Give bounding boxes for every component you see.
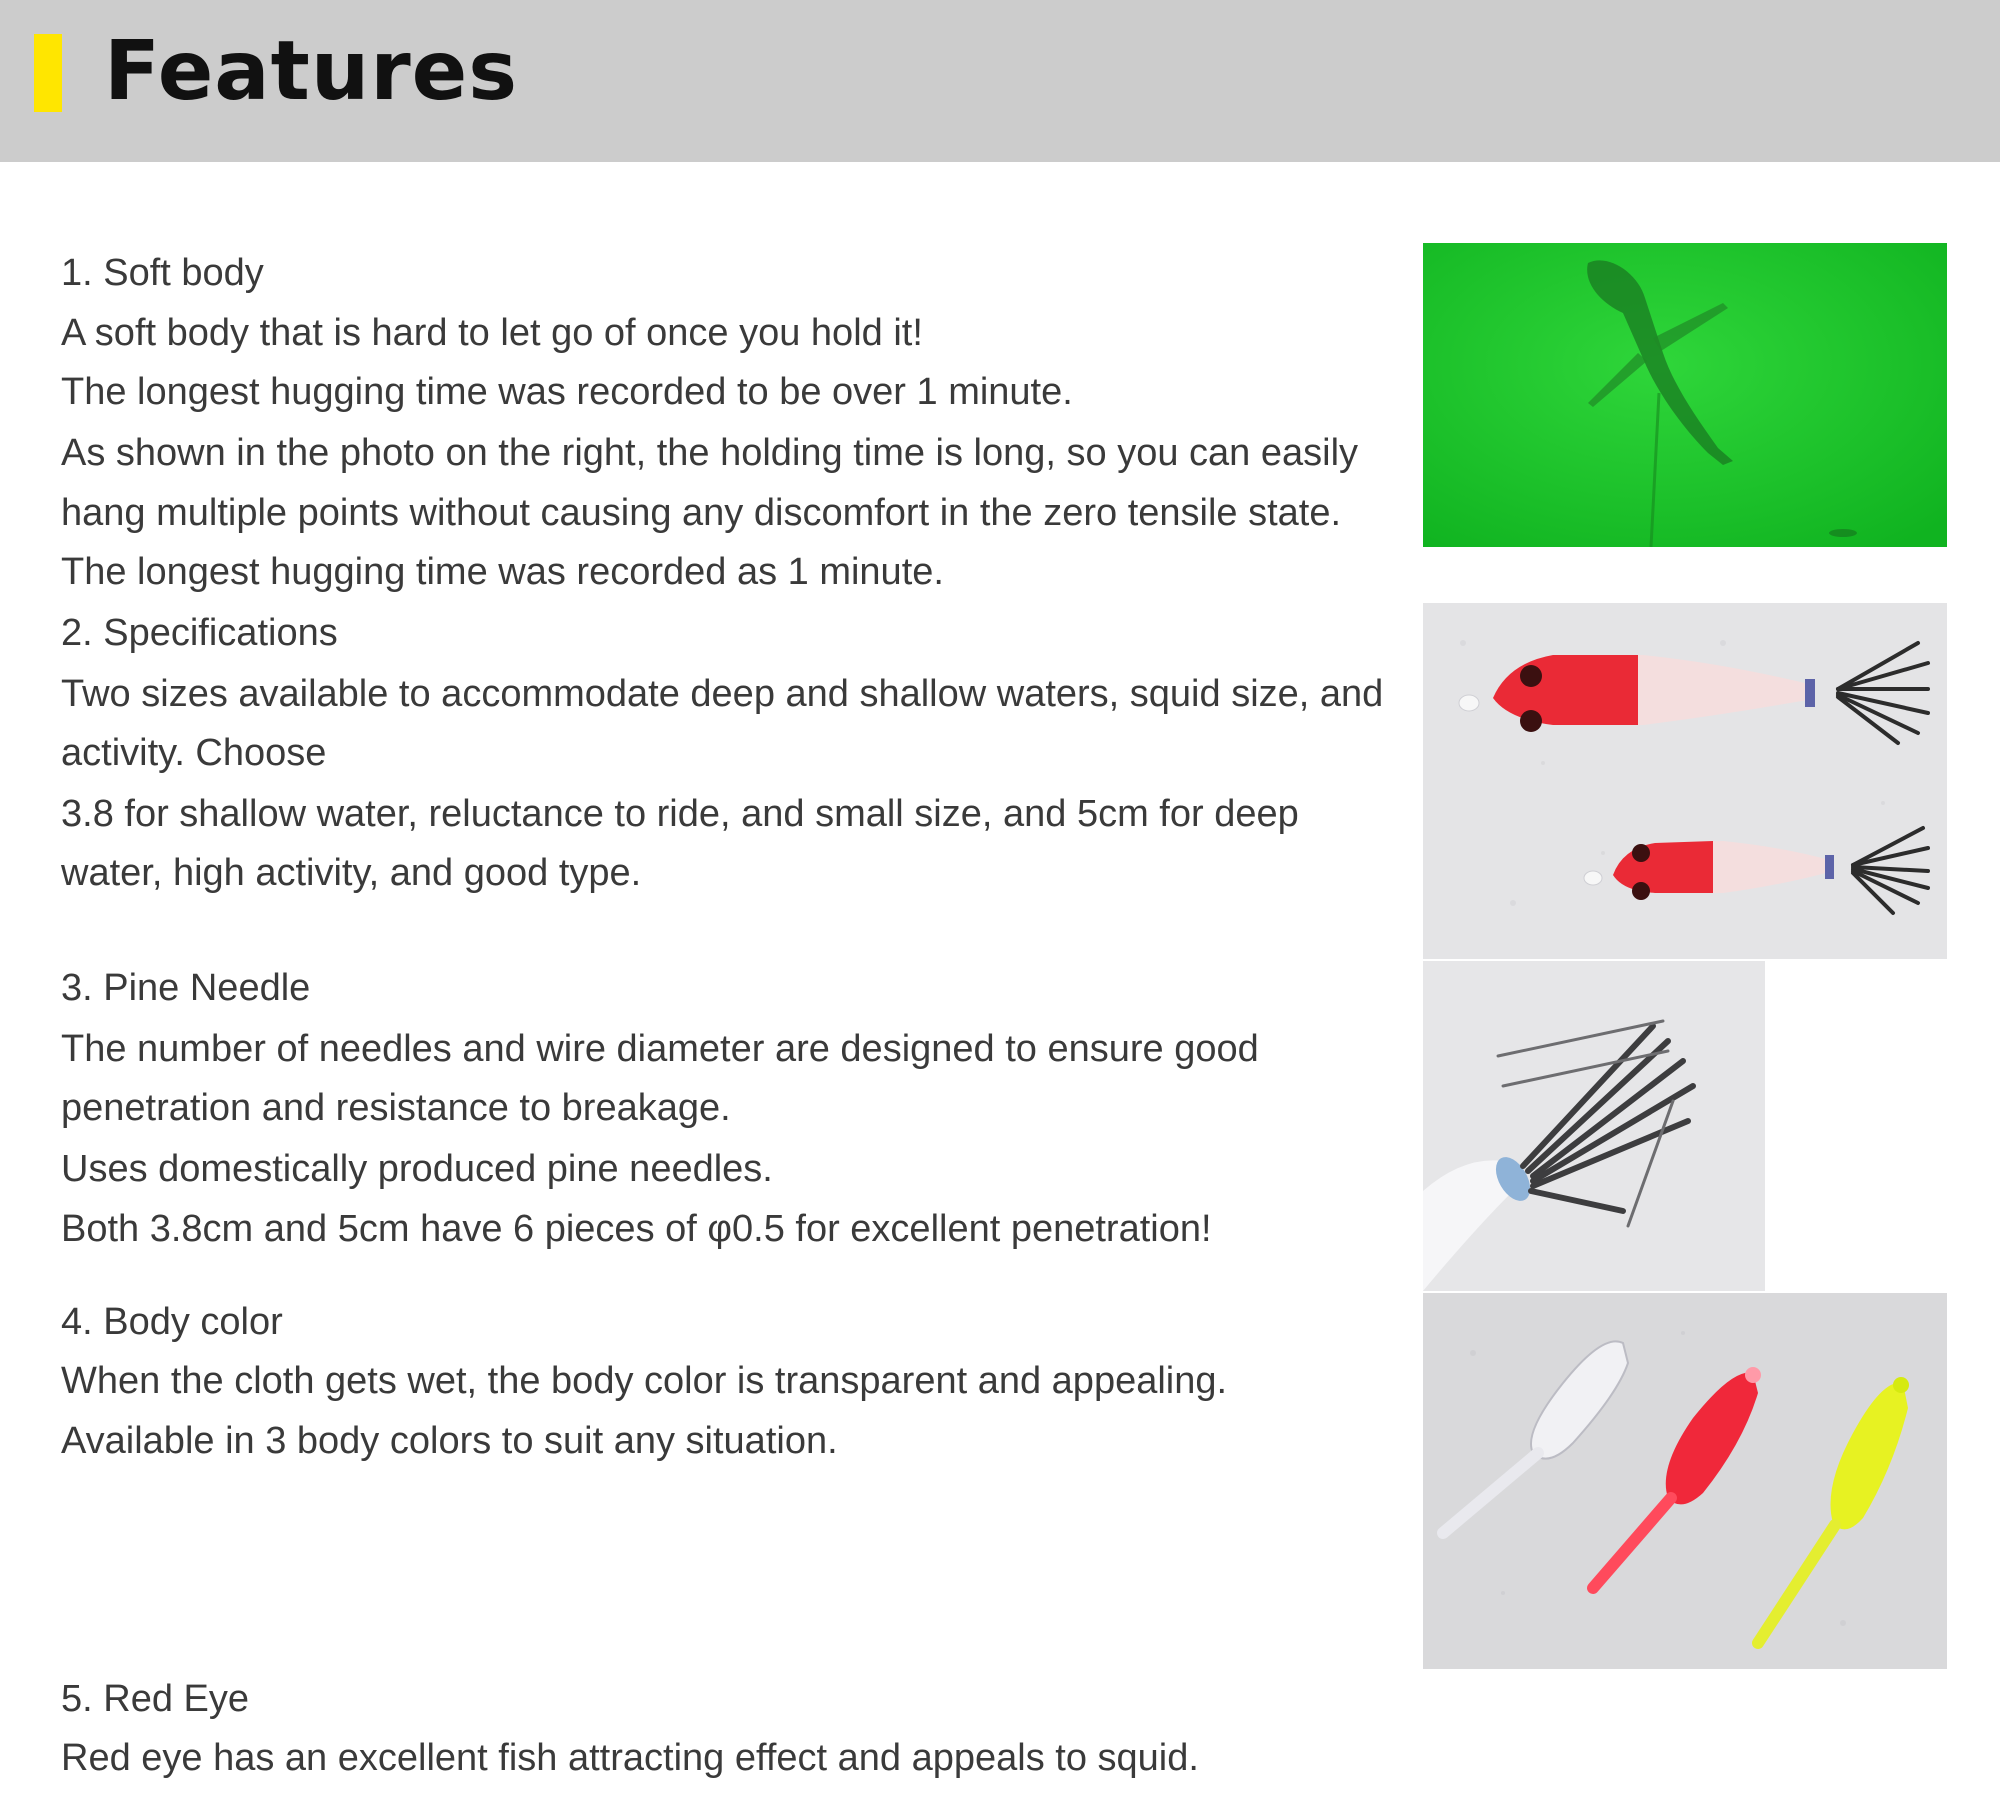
pine-needle-hook-photo xyxy=(1423,961,1765,1291)
section-1-line-3: As shown in the photo on the right, the holding time is long, so you can easily xyxy=(61,432,1359,474)
section-4-line-2: Available in 3 body colors to suit any situation. xyxy=(61,1420,838,1462)
squid-underwater-photo xyxy=(1423,243,1947,547)
section-2-heading: 2. Specifications xyxy=(61,612,338,654)
section-1-line-1: A soft body that is hard to let go of once you hold it! xyxy=(61,312,923,354)
title-accent-bar xyxy=(34,34,62,112)
section-2-line-2: activity. Choose xyxy=(61,732,327,774)
page-title: Features xyxy=(104,24,519,119)
section-3-heading: 3. Pine Needle xyxy=(61,967,311,1009)
section-3-line-3: Uses domestically produced pine needles. xyxy=(61,1148,773,1190)
section-4-heading: 4. Body color xyxy=(61,1301,283,1343)
section-4-line-1: When the cloth gets wet, the body color is transparent and appealing. xyxy=(61,1360,1228,1402)
two-squid-jigs-photo xyxy=(1423,603,1947,959)
section-1-line-2: The longest hugging time was recorded to be over 1 minute. xyxy=(61,371,1073,413)
section-3-line-2: penetration and resistance to breakage. xyxy=(61,1087,731,1129)
section-3-line-4: Both 3.8cm and 5cm have 6 pieces of φ0.5 for excellent penetration! xyxy=(61,1208,1212,1250)
section-1-heading: 1. Soft body xyxy=(61,252,264,294)
section-2-line-4: water, high activity, and good type. xyxy=(61,852,642,894)
section-5-heading: 5. Red Eye xyxy=(61,1678,249,1720)
three-body-colors-photo xyxy=(1423,1293,1947,1669)
section-1-line-5: The longest hugging time was recorded as 1 minute. xyxy=(61,551,944,593)
section-1-line-4: hang multiple points without causing any discomfort in the zero tensile state. xyxy=(61,492,1342,534)
section-2-line-1: Two sizes available to accommodate deep and shallow waters, squid size, and xyxy=(61,673,1384,715)
section-3-line-1: The number of needles and wire diameter are designed to ensure good xyxy=(61,1028,1259,1070)
section-2-line-3: 3.8 for shallow water, reluctance to ride, and small size, and 5cm for deep xyxy=(61,793,1299,835)
section-5-line-1: Red eye has an excellent fish attracting effect and appeals to squid. xyxy=(61,1737,1199,1779)
